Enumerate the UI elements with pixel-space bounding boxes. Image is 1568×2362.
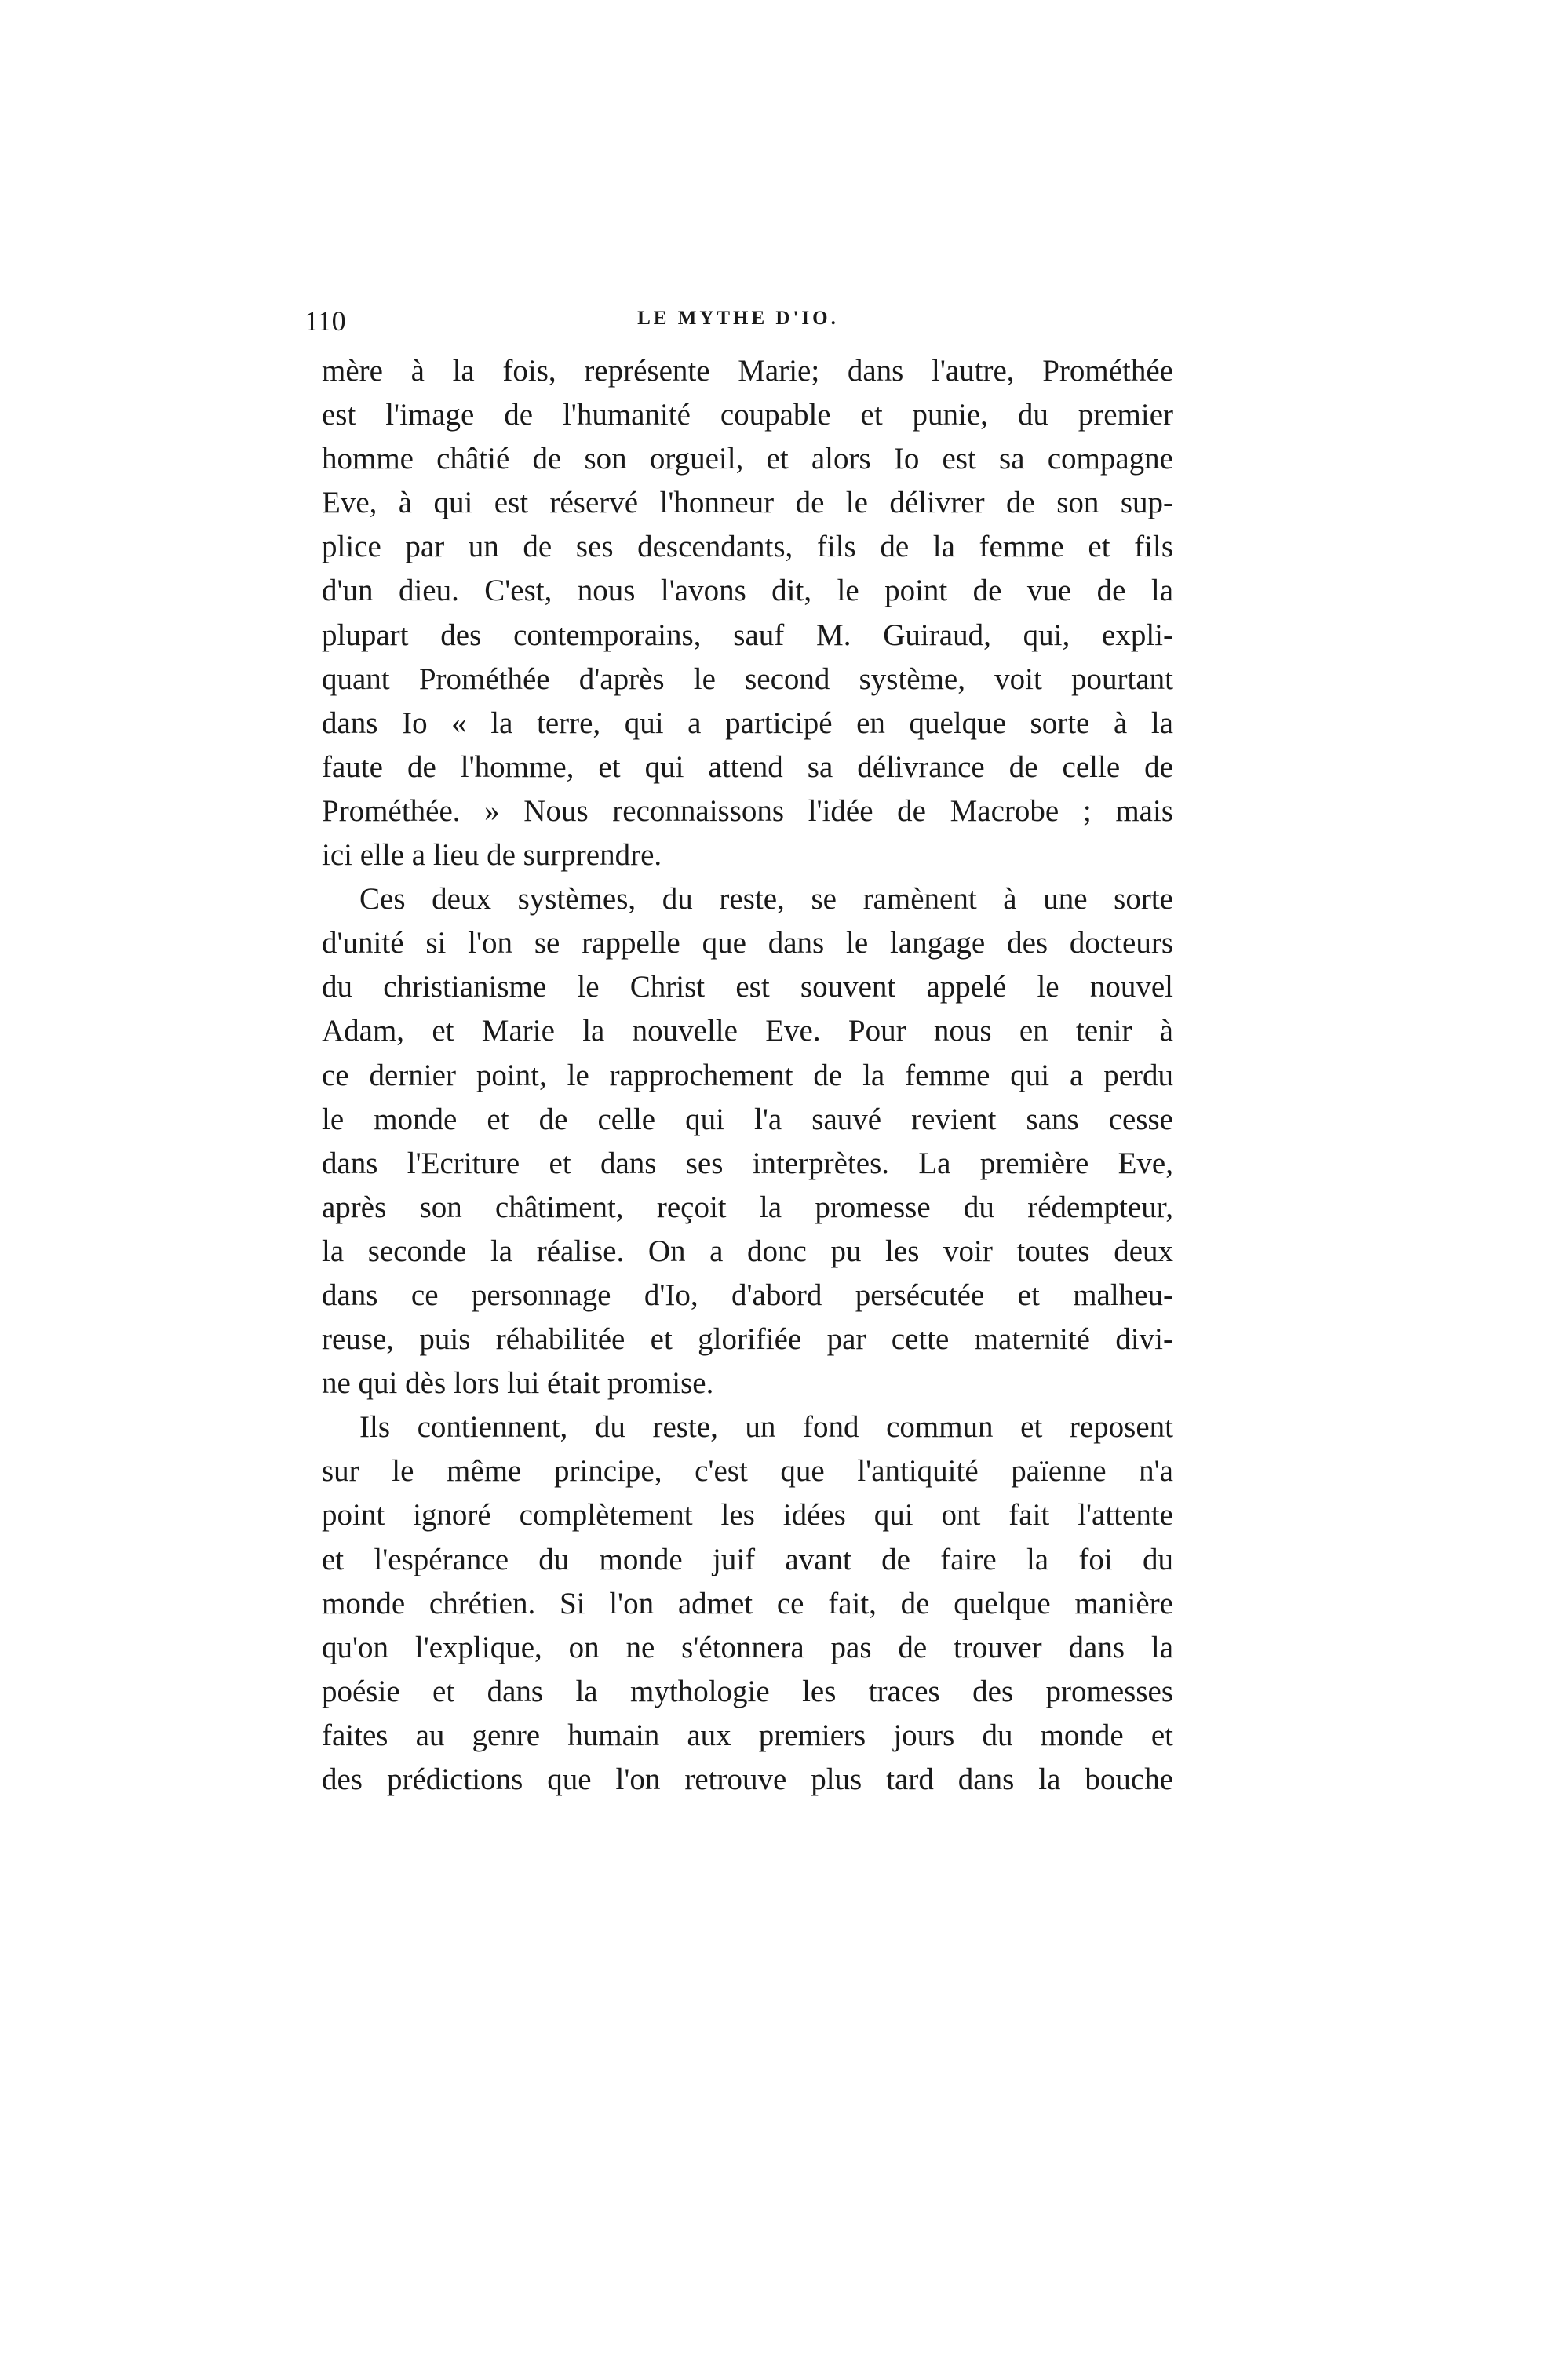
text-line: après son châtiment, reçoit la promesse du rédempteur, (322, 1190, 1173, 1224)
text-line: plupart des contemporains, sauf M. Guiraud, qui, expli- (322, 618, 1173, 652)
text-line: Ils contiennent, du reste, un fond commun et reposent (359, 1410, 1173, 1445)
text-line: des prédictions que l'on retrouve plus tard dans la bouche (322, 1762, 1173, 1796)
text-line: dans l'Ecriture et dans ses interprètes. La première Eve, (322, 1146, 1173, 1180)
text-line: est l'image de l'humanité coupable et punie, du premier (322, 398, 1173, 432)
text-line: sur le même principe, c'est que l'antiquité païenne n'a (322, 1454, 1173, 1489)
text-line: ici elle a lieu de surprendre. (322, 838, 662, 873)
page-number: 110 (304, 305, 346, 337)
text-line: homme châtié de son orgueil, et alors Io est sa compagne (322, 442, 1173, 476)
text-line: Ces deux systèmes, du reste, se ramènent à une sorte (359, 882, 1173, 917)
text-line: poésie et dans la mythologie les traces des promesses (322, 1674, 1173, 1708)
text-line: ne qui dès lors lui était promise. (322, 1366, 714, 1401)
text-line: du christianisme le Christ est souvent appelé le nouvel (322, 970, 1173, 1004)
text-line: quant Prométhée d'après le second système, voit pourtant (322, 662, 1173, 696)
text-line: la seconde la réalise. On a donc pu les voir toutes deux (322, 1234, 1173, 1268)
text-line: monde chrétien. Si l'on admet ce fait, de quelque manière (322, 1586, 1173, 1620)
paragraph (322, 1405, 1173, 1802)
paragraph (322, 877, 1173, 1405)
text-line: ce dernier point, le rapprochement de la femme qui a perdu (322, 1058, 1173, 1092)
running-title: LE MYTHE D'IO. (637, 308, 839, 329)
text-line: et l'espérance du monde juif avant de faire la foi du (322, 1542, 1173, 1576)
text-line: Adam, et Marie la nouvelle Eve. Pour nous en tenir à (322, 1014, 1173, 1048)
text-line: faute de l'homme, et qui attend sa délivrance de celle de (322, 749, 1173, 784)
text-line: Prométhée. » Nous reconnaissons l'idée de Macrobe ; mais (322, 793, 1173, 828)
text-line: qu'on l'explique, on ne s'étonnera pas de trouver dans la (322, 1630, 1173, 1664)
text-line: plice par un de ses descendants, fils de la femme et fils (322, 530, 1173, 564)
text-line: Eve, à qui est réservé l'honneur de le délivrer de son sup- (322, 486, 1173, 520)
text-line: reuse, puis réhabilitée et glorifiée par cette maternité divi- (322, 1322, 1173, 1357)
page-header (304, 304, 1172, 339)
text-line: dans ce personnage d'Io, d'abord persécutée et malheu- (322, 1278, 1173, 1312)
text-line: point ignoré complètement les idées qui ont fait l'attente (322, 1498, 1173, 1533)
text-line: d'unité si l'on se rappelle que dans le langage des docteurs (322, 926, 1173, 960)
page-body (322, 349, 1173, 1802)
text-line: mère à la fois, représente Marie; dans l'autre, Prométhée (322, 354, 1173, 388)
paragraph (322, 349, 1173, 877)
text-line: faites au genre humain aux premiers jours du monde et (322, 1718, 1173, 1752)
text-line: d'un dieu. C'est, nous l'avons dit, le point de vue de la (322, 574, 1173, 608)
text-line: le monde et de celle qui l'a sauvé revient sans cesse (322, 1102, 1173, 1136)
text-line: dans Io « la terre, qui a participé en quelque sorte à la (322, 705, 1173, 740)
